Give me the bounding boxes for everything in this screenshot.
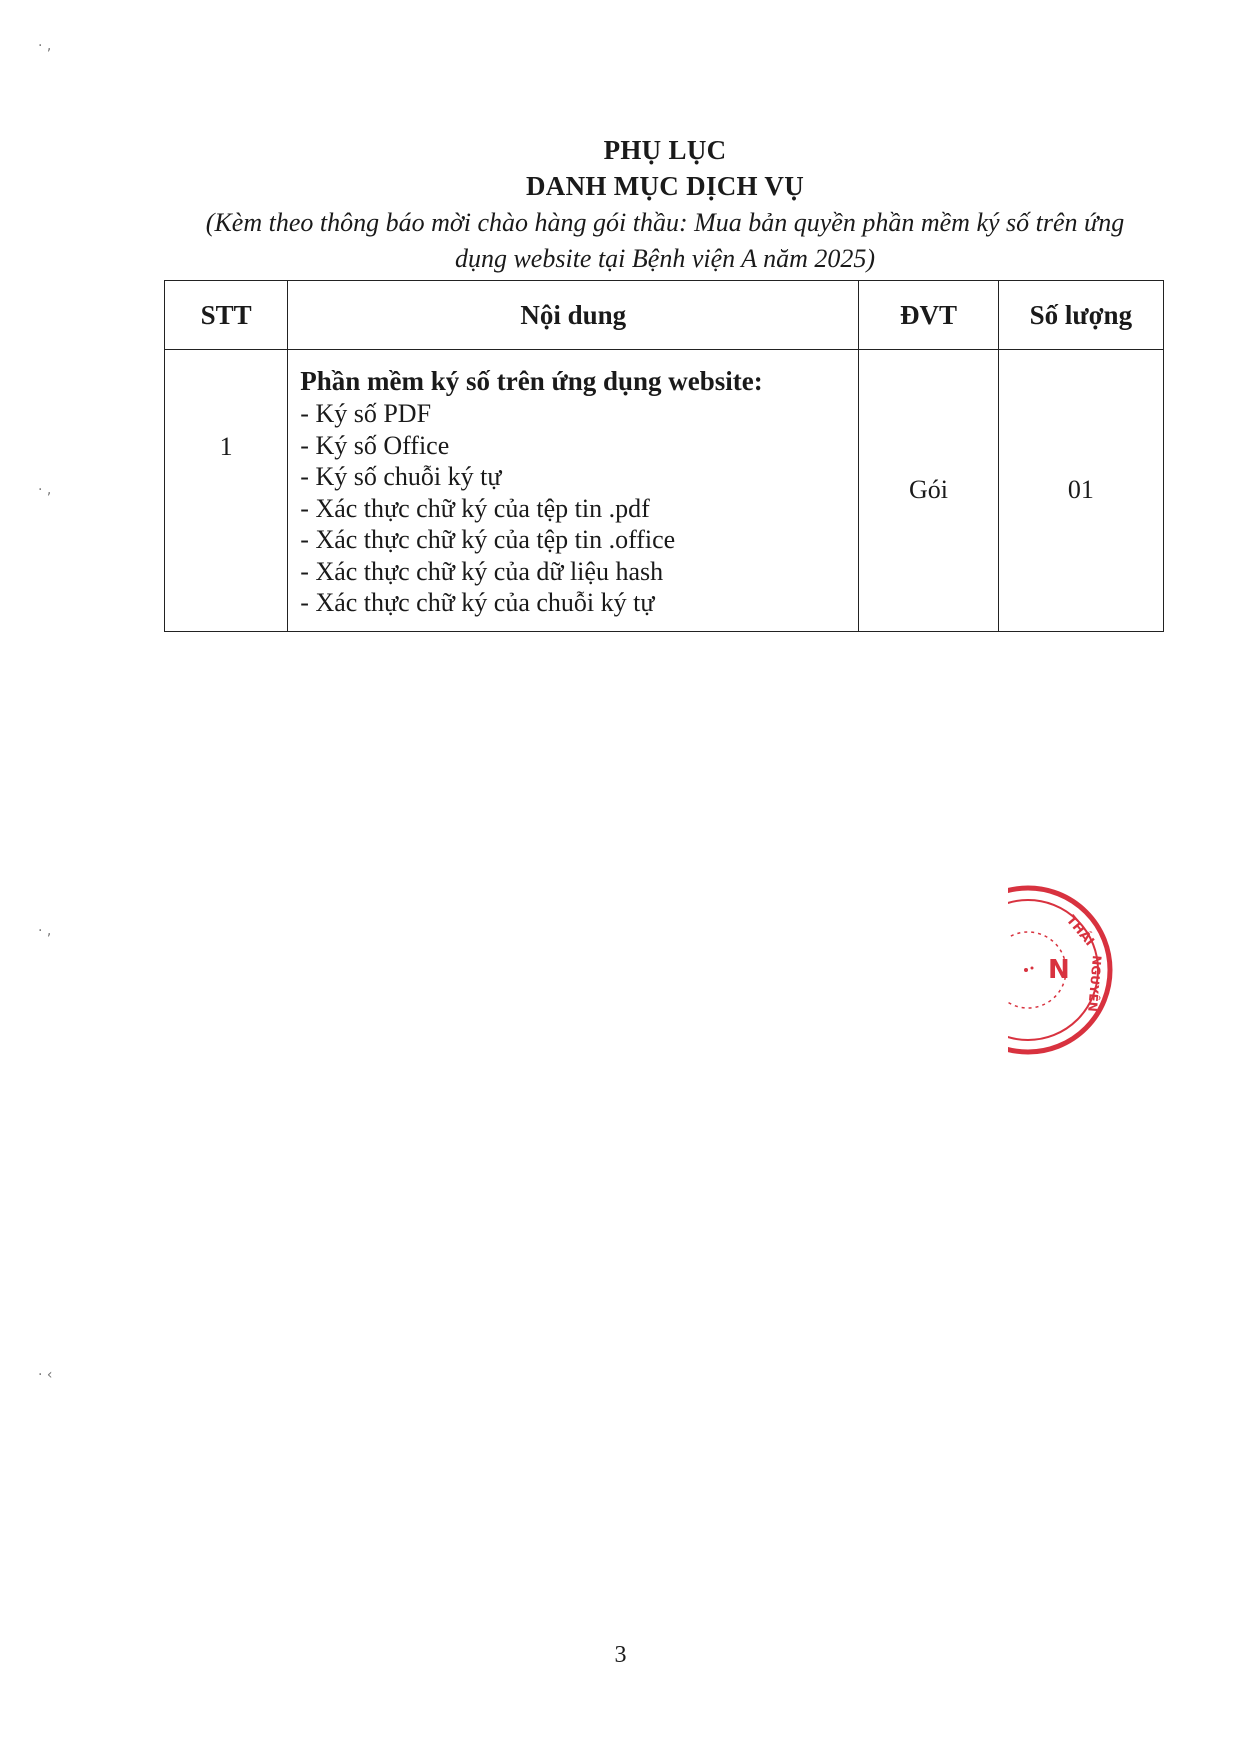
table-row bbox=[165, 350, 1164, 632]
list-item: - Xác thực chữ ký của dữ liệu hash bbox=[300, 556, 664, 586]
scan-speck: · , bbox=[38, 482, 52, 498]
table-header-row bbox=[165, 281, 1164, 350]
seal-text-n: N bbox=[1048, 955, 1070, 985]
list-item: - Ký số chuỗi ký tự bbox=[300, 462, 502, 491]
list-item: - Xác thực chữ ký của chuỗi ký tự bbox=[300, 588, 655, 617]
list-item: - Ký số PDF bbox=[300, 399, 432, 428]
header-content: Nội dung bbox=[288, 281, 859, 350]
subtitle-line-1: (Kèm theo thông báo mời chào hàng gói thầu: Mua bản quyền phần mềm ký số trên ứng bbox=[205, 208, 1125, 237]
page-number: 3 bbox=[614, 1642, 627, 1668]
service-table bbox=[164, 280, 1164, 632]
scan-speck: · , bbox=[38, 38, 52, 54]
scan-speck: · ‹ bbox=[38, 1367, 53, 1383]
list-item: - Xác thực chữ ký của tệp tin .office bbox=[300, 525, 676, 554]
appendix-title: PHỤ LỤC bbox=[603, 135, 727, 165]
document-header bbox=[150, 132, 1180, 276]
row-unit: Gói bbox=[859, 350, 998, 632]
content-item-list bbox=[300, 398, 848, 619]
seal-text-thai: THÁI bbox=[1062, 912, 1097, 950]
header-quantity: Số lượng bbox=[998, 281, 1163, 350]
content-heading: Phần mềm ký số trên ứng dụng website: bbox=[300, 366, 763, 396]
official-seal-stamp bbox=[1008, 880, 1128, 1060]
list-item: - Ký số Office bbox=[300, 430, 450, 460]
service-list-title: DANH MỤC DỊCH VỤ bbox=[525, 171, 805, 201]
header-unit: ĐVT bbox=[859, 281, 998, 350]
list-item: - Xác thực chữ ký của tệp tin .pdf bbox=[300, 493, 650, 523]
row-stt: 1 bbox=[165, 350, 288, 632]
subtitle-line-2: dụng website tại Bệnh viện A năm 2025) bbox=[454, 244, 876, 273]
header-stt: STT bbox=[165, 281, 288, 350]
seal-icon bbox=[1008, 880, 1128, 1060]
scan-speck: · , bbox=[38, 923, 52, 939]
row-content bbox=[288, 350, 859, 632]
seal-text-nguyen: NGUYÊN bbox=[1085, 954, 1104, 1013]
row-quantity: 01 bbox=[998, 350, 1163, 632]
